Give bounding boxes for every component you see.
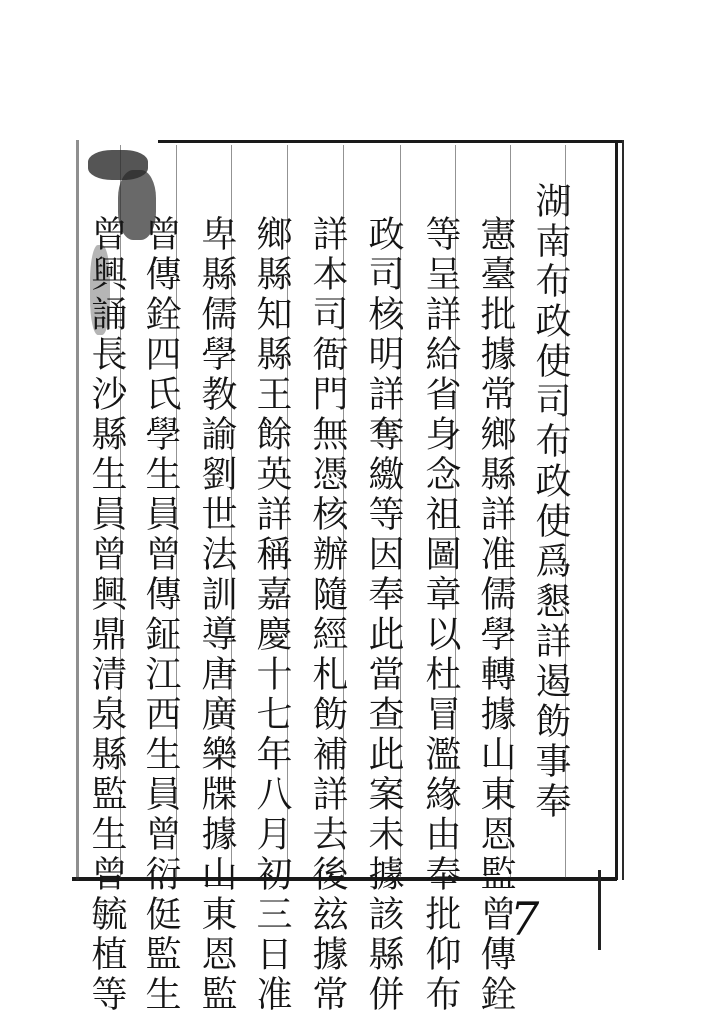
text-column-5: 詳本司衙門無憑核辦隨經札飭補詳去後玆據常 — [307, 215, 348, 1015]
text-column-3: 等呈詳給省身念祖圖章以杜冒濫緣由奉批仰布 — [420, 215, 461, 1015]
margin-mark — [610, 155, 624, 177]
page-edge-line — [598, 870, 601, 950]
text-column-6: 鄉縣知縣王餘英詳稱嘉慶十七年八月初三日准 — [251, 215, 292, 1015]
frame-right-border — [615, 140, 618, 880]
frame-right-outer-border — [622, 140, 624, 880]
frame-top-border — [158, 140, 624, 143]
folio-number: 7 — [510, 892, 540, 946]
text-column-4: 政司核明詳奪繳等因奉此當查此案未據該縣併 — [363, 215, 404, 1015]
text-column-1: 湖南布政使司布政使爲懇詳遏飭事奉 — [530, 182, 571, 822]
text-column-7: 卑縣儒學教諭劉世法訓導唐廣樂牒據山東恩監 — [196, 215, 237, 1015]
frame-left-border — [76, 140, 79, 880]
text-column-8: 曾傳銓四氏學生員曾傳鉦江西生員曾衍侹監生 — [140, 215, 181, 1015]
text-column-2: 憲臺批據常鄉縣詳准儒學轉據山東恩監曾傳銓 — [475, 215, 516, 1015]
text-column-9: 曾興誦長沙縣生員曾興鼎清泉縣監生曾毓植等 — [86, 215, 127, 1015]
